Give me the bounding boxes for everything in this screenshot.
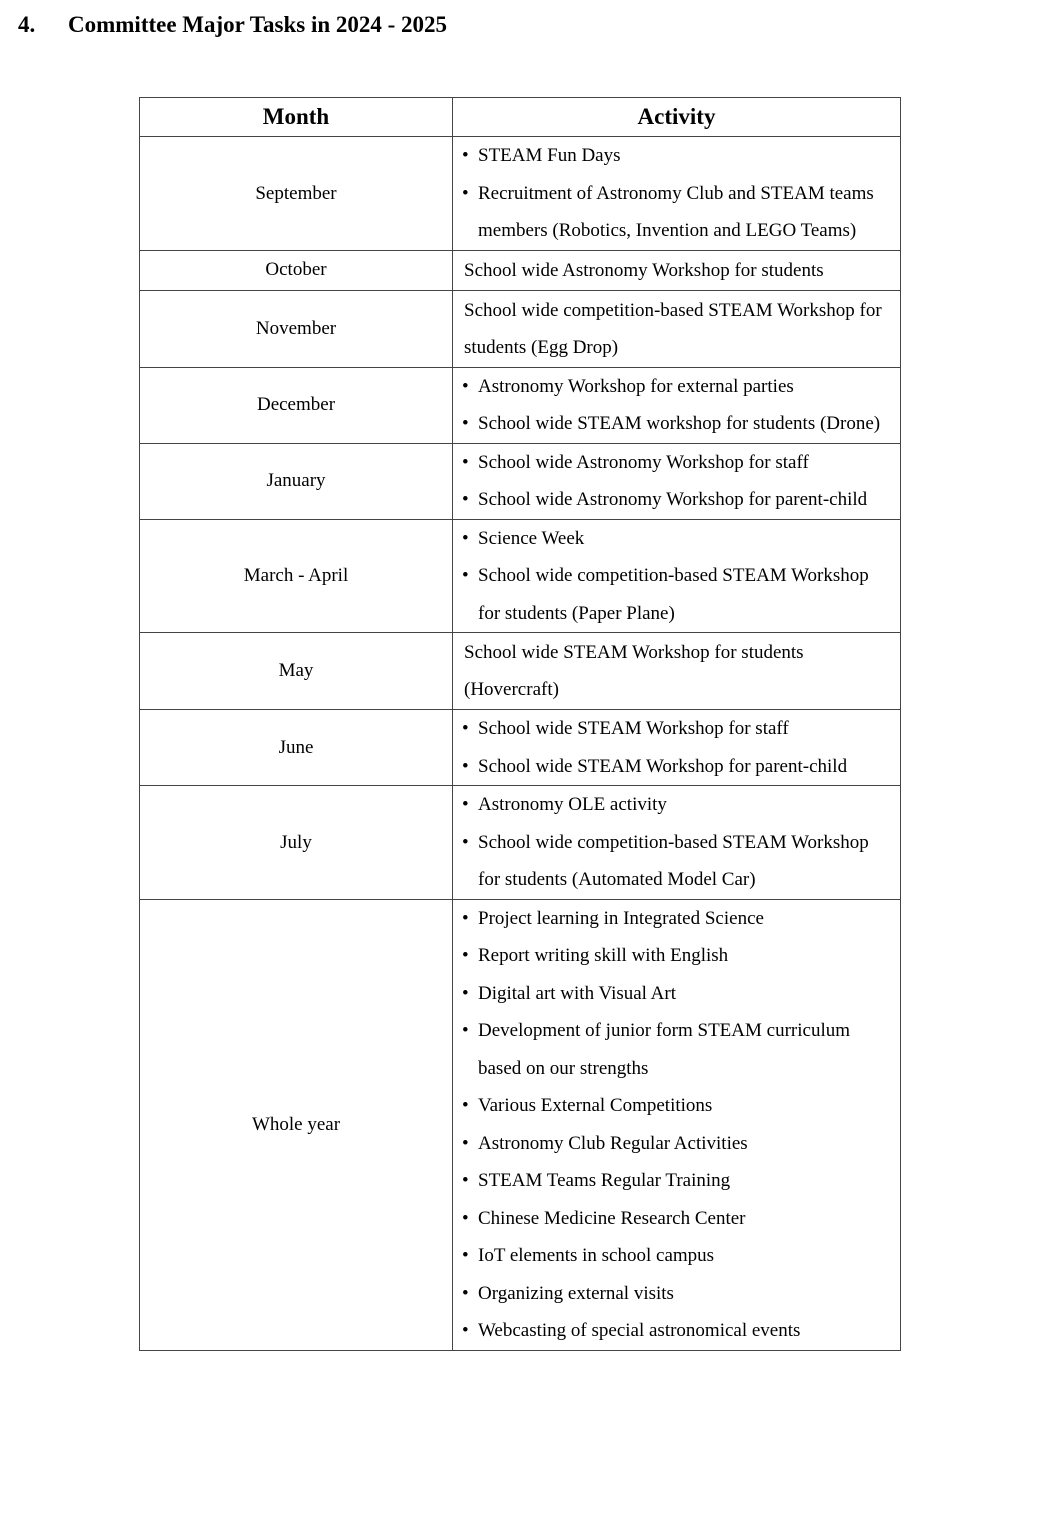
activity-item: • School wide STEAM Workshop for staff (464, 710, 890, 748)
activity-cell (453, 710, 901, 786)
table-row (140, 899, 901, 1350)
activity-item: • Webcasting of special astronomical events (464, 1312, 890, 1350)
activity-item: • IoT elements in school campus (464, 1237, 890, 1275)
month-column-header: Month (140, 98, 453, 137)
activity-item: • School wide STEAM workshop for students (Drone) (464, 405, 890, 443)
activity-item: • School wide Astronomy Workshop for staff (464, 444, 890, 482)
activity-item: • Recruitment of Astronomy Club and STEAM teams members (Robotics, Invention and LEGO Teams) (464, 175, 890, 250)
activity-list (464, 520, 890, 633)
month-cell: December (140, 367, 453, 443)
activity-item: • Organizing external visits (464, 1275, 890, 1313)
activity-item: • Development of junior form STEAM curriculum based on our strengths (464, 1012, 890, 1087)
activity-item: • Report writing skill with English (464, 937, 890, 975)
activity-cell (453, 519, 901, 633)
month-cell: March - April (140, 519, 453, 633)
activity-item: • School wide competition-based STEAM Workshop for students (Paper Plane) (464, 557, 890, 632)
table-row (140, 137, 901, 251)
month-cell: June (140, 710, 453, 786)
activity-text: School wide competition-based STEAM Workshop for students (Egg Drop) (464, 299, 882, 358)
month-cell: September (140, 137, 453, 251)
activity-cell (453, 899, 901, 1350)
table-row (140, 786, 901, 900)
table-row (140, 519, 901, 633)
table-row (140, 633, 901, 710)
month-cell: November (140, 290, 453, 367)
activity-cell (453, 250, 901, 290)
activity-item: • STEAM Fun Days (464, 137, 890, 175)
section-number: 4. (18, 12, 36, 37)
activity-text: School wide Astronomy Workshop for students (464, 259, 824, 281)
section-title: Committee Major Tasks in 2024 - 2025 (68, 12, 448, 37)
activity-cell (453, 443, 901, 519)
activity-item: • Astronomy Workshop for external parties (464, 368, 890, 406)
month-cell: Whole year (140, 899, 453, 1350)
activity-cell (453, 137, 901, 251)
activity-text: School wide STEAM Workshop for students (Hovercraft) (464, 642, 804, 700)
section-heading (18, 12, 447, 38)
activity-item: • Chinese Medicine Research Center (464, 1200, 890, 1238)
month-cell: January (140, 443, 453, 519)
activity-list (464, 444, 890, 519)
activity-cell (453, 786, 901, 900)
activity-list (464, 900, 890, 1350)
activity-item: • Science Week (464, 520, 890, 558)
activity-list (464, 368, 890, 443)
activity-cell (453, 367, 901, 443)
activity-cell (453, 290, 901, 367)
activity-column-header: Activity (453, 98, 901, 137)
table-row (140, 250, 901, 290)
table-row (140, 367, 901, 443)
activity-item: • Astronomy Club Regular Activities (464, 1125, 890, 1163)
month-cell: May (140, 633, 453, 710)
month-cell: October (140, 250, 453, 290)
activity-item: • School wide competition-based STEAM Workshop for students (Automated Model Car) (464, 824, 890, 899)
activity-cell (453, 633, 901, 710)
table-row (140, 290, 901, 367)
activity-item: • Astronomy OLE activity (464, 786, 890, 824)
month-cell: July (140, 786, 453, 900)
activity-list (464, 137, 890, 250)
activity-item: • Digital art with Visual Art (464, 975, 890, 1013)
activity-list (464, 710, 890, 785)
table-row (140, 443, 901, 519)
activity-list (464, 786, 890, 899)
tasks-table (139, 97, 901, 1351)
table-header-row (140, 98, 901, 137)
activity-item: • Project learning in Integrated Science (464, 900, 890, 938)
table-row (140, 710, 901, 786)
activity-item: • School wide Astronomy Workshop for parent-child (464, 481, 890, 519)
activity-item: • Various External Competitions (464, 1087, 890, 1125)
activity-item: • STEAM Teams Regular Training (464, 1162, 890, 1200)
table-body (140, 137, 901, 1351)
activity-item: • School wide STEAM Workshop for parent-child (464, 748, 890, 786)
